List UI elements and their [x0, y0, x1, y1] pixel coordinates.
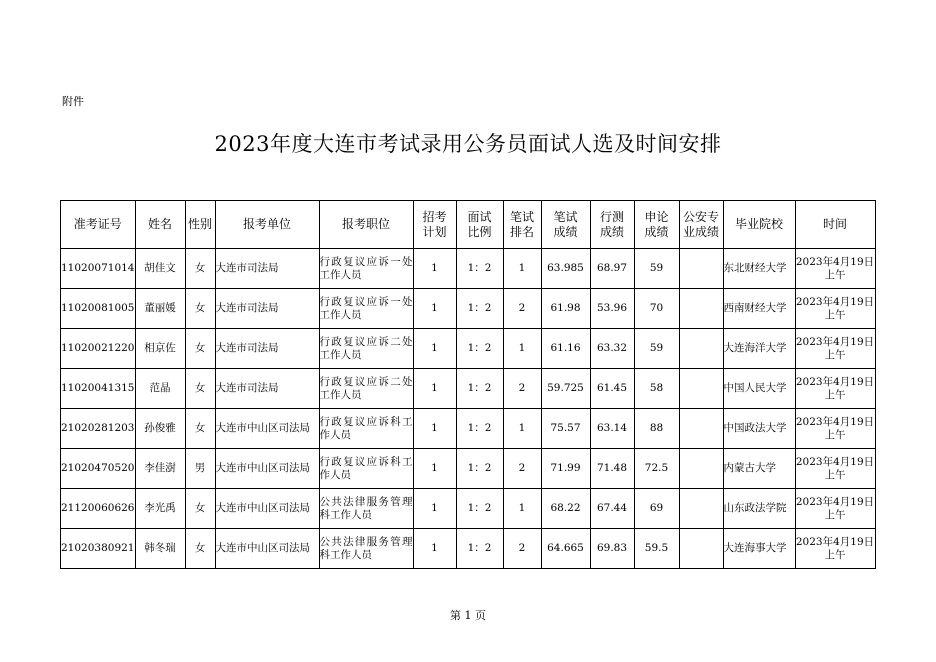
cell-plan: 1 — [413, 369, 456, 409]
cell-xingce-score: 67.44 — [590, 489, 634, 529]
cell-position: 公共法律服务管理科工作人员 — [319, 529, 413, 569]
cell-gender: 女 — [185, 409, 215, 449]
header-id: 准考证号 — [61, 201, 136, 249]
header-written: 笔试 成绩 — [541, 201, 590, 249]
cell-name: 胡佳文 — [135, 249, 185, 289]
cell-shenlun-score: 70 — [634, 289, 679, 329]
table-row — [61, 329, 876, 369]
header-xingce: 行测 成绩 — [590, 201, 634, 249]
table-header-row — [61, 201, 876, 249]
cell-time-period: 上午 — [824, 548, 846, 561]
cell-police-score — [679, 489, 723, 529]
cell-school: 中国政法大学 — [723, 409, 795, 449]
cell-xingce-score: 53.96 — [590, 289, 634, 329]
cell-plan: 1 — [413, 329, 456, 369]
cell-police-score — [679, 249, 723, 289]
cell-position: 行政复议应诉二处工作人员 — [319, 369, 413, 409]
header-time: 时间 — [795, 201, 875, 249]
cell-name: 董丽媛 — [135, 289, 185, 329]
header-name: 姓名 — [135, 201, 185, 249]
cell-xingce-score: 71.48 — [590, 449, 634, 489]
cell-time — [795, 529, 875, 569]
cell-xingce-score: 63.14 — [590, 409, 634, 449]
cell-id: 21020380921 — [61, 529, 136, 569]
cell-time-period: 上午 — [824, 468, 846, 481]
cell-unit: 大连市司法局 — [215, 289, 319, 329]
header-gender: 性别 — [185, 201, 215, 249]
cell-gender: 女 — [185, 289, 215, 329]
table-row — [61, 449, 876, 489]
cell-written-score: 63.985 — [541, 249, 590, 289]
cell-time — [795, 369, 875, 409]
cell-unit: 大连市中山区司法局 — [215, 449, 319, 489]
cell-school: 内蒙古大学 — [723, 449, 795, 489]
header-position: 报考职位 — [319, 201, 413, 249]
cell-time-date: 2023年4月19日 — [795, 295, 875, 308]
cell-written-score: 61.98 — [541, 289, 590, 329]
cell-xingce-score: 68.97 — [590, 249, 634, 289]
cell-gender: 女 — [185, 369, 215, 409]
cell-written-score: 68.22 — [541, 489, 590, 529]
cell-unit: 大连市中山区司法局 — [215, 529, 319, 569]
cell-written-score: 71.99 — [541, 449, 590, 489]
page-title: 2023年度大连市考试录用公务员面试人选及时间安排 — [214, 132, 722, 156]
cell-time-period: 上午 — [824, 268, 846, 281]
cell-time-date: 2023年4月19日 — [795, 375, 875, 388]
header-unit: 报考单位 — [215, 201, 319, 249]
cell-id: 21020470520 — [61, 449, 136, 489]
header-school: 毕业院校 — [723, 201, 795, 249]
table-row — [61, 409, 876, 449]
cell-position: 公共法律服务管理科工作人员 — [319, 489, 413, 529]
header-police: 公安专 业成绩 — [679, 201, 723, 249]
cell-time — [795, 489, 875, 529]
cell-position: 行政复议应诉一处工作人员 — [319, 249, 413, 289]
table-row — [61, 289, 876, 329]
cell-time-period: 上午 — [824, 508, 846, 521]
cell-gender: 女 — [185, 329, 215, 369]
cell-ratio: 1：2 — [456, 529, 503, 569]
cell-school: 山东政法学院 — [723, 489, 795, 529]
cell-ratio: 1：2 — [456, 369, 503, 409]
cell-police-score — [679, 369, 723, 409]
cell-school: 大连海事大学 — [723, 529, 795, 569]
cell-police-score — [679, 409, 723, 449]
header-ratio: 面试 比例 — [456, 201, 503, 249]
header-plan: 招考 计划 — [413, 201, 456, 249]
cell-plan: 1 — [413, 249, 456, 289]
cell-time-period: 上午 — [824, 348, 846, 361]
cell-time — [795, 249, 875, 289]
cell-written-score: 64.665 — [541, 529, 590, 569]
cell-time — [795, 409, 875, 449]
cell-police-score — [679, 449, 723, 489]
cell-xingce-score: 61.45 — [590, 369, 634, 409]
cell-plan: 1 — [413, 449, 456, 489]
cell-time-date: 2023年4月19日 — [795, 495, 875, 508]
cell-ratio: 1：2 — [456, 409, 503, 449]
attachment-label: 附件 — [62, 95, 84, 108]
cell-school: 大连海洋大学 — [723, 329, 795, 369]
cell-position: 行政复议应诉科工作人员 — [319, 409, 413, 449]
cell-school: 中国人民大学 — [723, 369, 795, 409]
cell-name: 韩冬瑞 — [135, 529, 185, 569]
cell-rank: 2 — [503, 369, 541, 409]
cell-rank: 1 — [503, 409, 541, 449]
table-row — [61, 489, 876, 529]
cell-gender: 男 — [185, 449, 215, 489]
cell-ratio: 1：2 — [456, 489, 503, 529]
cell-rank: 1 — [503, 329, 541, 369]
cell-position: 行政复议应诉一处工作人员 — [319, 289, 413, 329]
cell-time-period: 上午 — [824, 388, 846, 401]
cell-written-score: 75.57 — [541, 409, 590, 449]
cell-id: 11020021220 — [61, 329, 136, 369]
cell-unit: 大连市中山区司法局 — [215, 409, 319, 449]
cell-shenlun-score: 58 — [634, 369, 679, 409]
cell-plan: 1 — [413, 529, 456, 569]
cell-unit: 大连市司法局 — [215, 249, 319, 289]
cell-gender: 女 — [185, 489, 215, 529]
cell-time-date: 2023年4月19日 — [795, 415, 875, 428]
cell-ratio: 1：2 — [456, 249, 503, 289]
cell-name: 相京佐 — [135, 329, 185, 369]
cell-shenlun-score: 88 — [634, 409, 679, 449]
schedule-table — [60, 200, 876, 569]
header-rank: 笔试 排名 — [503, 201, 541, 249]
cell-xingce-score: 69.83 — [590, 529, 634, 569]
table-row — [61, 369, 876, 409]
cell-time — [795, 449, 875, 489]
table-row — [61, 529, 876, 569]
cell-shenlun-score: 59 — [634, 329, 679, 369]
cell-id: 11020071014 — [61, 249, 136, 289]
cell-ratio: 1：2 — [456, 289, 503, 329]
cell-xingce-score: 63.32 — [590, 329, 634, 369]
cell-name: 李佳澍 — [135, 449, 185, 489]
cell-name: 李光禹 — [135, 489, 185, 529]
cell-shenlun-score: 59 — [634, 249, 679, 289]
cell-plan: 1 — [413, 489, 456, 529]
cell-police-score — [679, 529, 723, 569]
cell-time-date: 2023年4月19日 — [795, 455, 875, 468]
cell-school: 西南财经大学 — [723, 289, 795, 329]
header-shenlun: 申论 成绩 — [634, 201, 679, 249]
cell-unit: 大连市司法局 — [215, 329, 319, 369]
cell-shenlun-score: 69 — [634, 489, 679, 529]
cell-time-date: 2023年4月19日 — [795, 335, 875, 348]
cell-rank: 2 — [503, 529, 541, 569]
cell-plan: 1 — [413, 289, 456, 329]
cell-rank: 1 — [503, 249, 541, 289]
cell-time — [795, 329, 875, 369]
cell-shenlun-score: 72.5 — [634, 449, 679, 489]
cell-rank: 1 — [503, 489, 541, 529]
cell-written-score: 61.16 — [541, 329, 590, 369]
table-row — [61, 249, 876, 289]
cell-police-score — [679, 329, 723, 369]
cell-unit: 大连市司法局 — [215, 369, 319, 409]
cell-rank: 2 — [503, 289, 541, 329]
cell-name: 范晶 — [135, 369, 185, 409]
cell-name: 孙俊雅 — [135, 409, 185, 449]
cell-time-date: 2023年4月19日 — [795, 255, 875, 268]
cell-time-period: 上午 — [824, 428, 846, 441]
cell-gender: 女 — [185, 529, 215, 569]
cell-ratio: 1：2 — [456, 329, 503, 369]
cell-rank: 2 — [503, 449, 541, 489]
cell-id: 21120060626 — [61, 489, 136, 529]
cell-time-date: 2023年4月19日 — [795, 535, 875, 548]
cell-written-score: 59.725 — [541, 369, 590, 409]
cell-plan: 1 — [413, 409, 456, 449]
cell-time — [795, 289, 875, 329]
cell-police-score — [679, 289, 723, 329]
cell-time-period: 上午 — [824, 308, 846, 321]
cell-id: 21020281203 — [61, 409, 136, 449]
cell-gender: 女 — [185, 249, 215, 289]
page-number: 第 1 页 — [450, 609, 486, 622]
cell-position: 行政复议应诉二处工作人员 — [319, 329, 413, 369]
cell-id: 11020081005 — [61, 289, 136, 329]
cell-shenlun-score: 59.5 — [634, 529, 679, 569]
cell-ratio: 1：2 — [456, 449, 503, 489]
cell-school: 东北财经大学 — [723, 249, 795, 289]
cell-unit: 大连市中山区司法局 — [215, 489, 319, 529]
cell-position: 行政复议应诉科工作人员 — [319, 449, 413, 489]
cell-id: 11020041315 — [61, 369, 136, 409]
